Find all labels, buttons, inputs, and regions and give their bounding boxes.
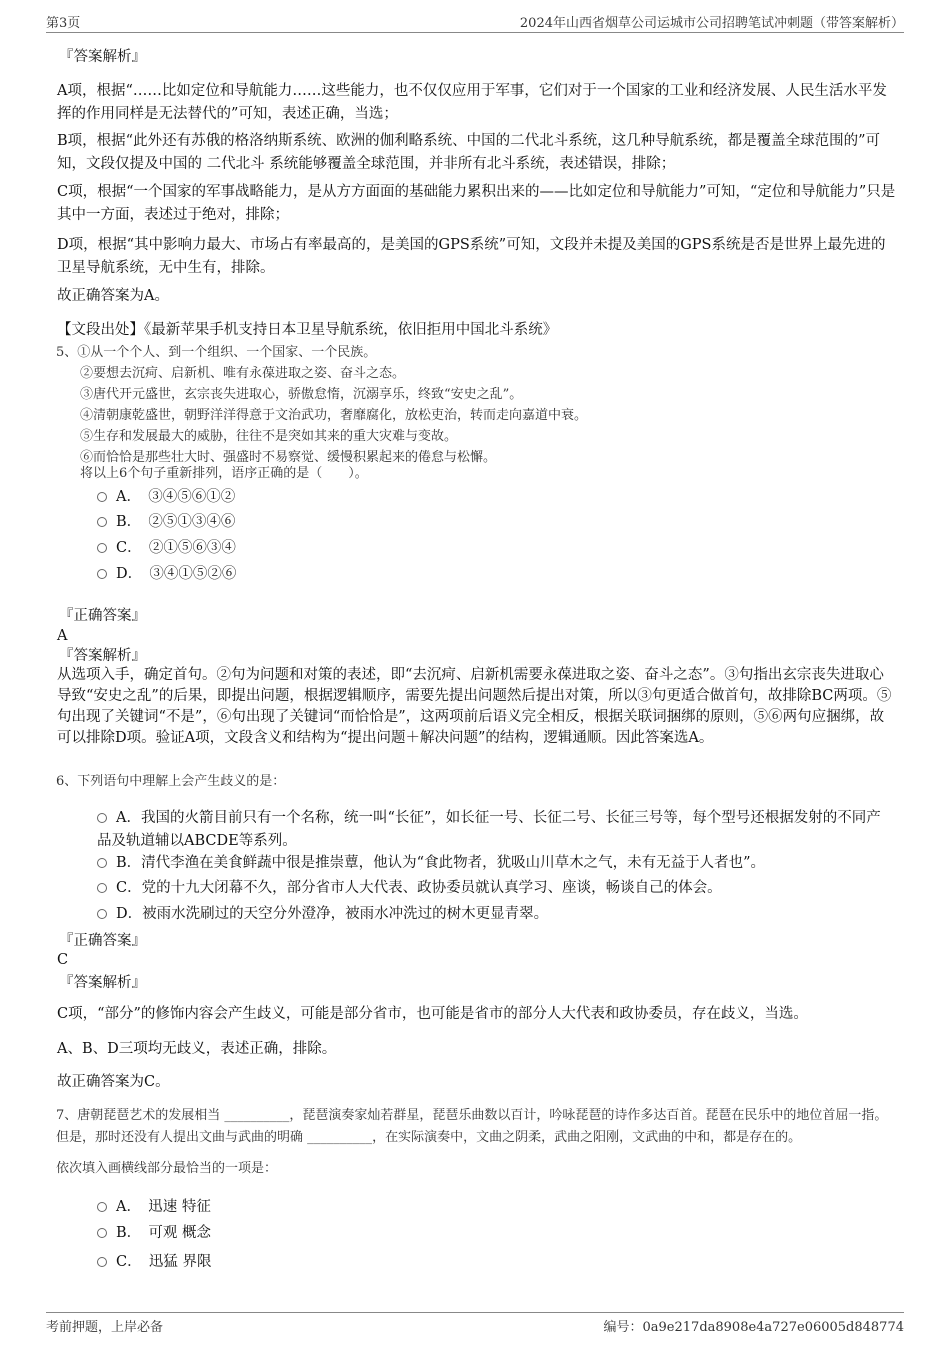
radio-icon[interactable]	[97, 1228, 107, 1238]
page-number: 第3页	[46, 16, 81, 31]
q6-analysis-label: 『答案解析』	[59, 975, 146, 991]
q6-conclusion: 故正确答案为C。	[57, 1074, 170, 1090]
radio-icon[interactable]	[97, 883, 107, 893]
q7-stem: 7、唐朝琵琶艺术的发展相当 __________，琵琶演奏家灿若群星，琵琶乐曲数以百计，吟咏琵琶的诗作多达百首。琵琶在民乐中的地位首屈一指。但是，那时还没有人提出文曲与武曲的明确 __________，在实际演奏中，文曲之阴柔，武曲之阳刚，文武曲的中和，都是存在的。	[56, 1108, 888, 1145]
q5-option-a[interactable]: A． ③④⑤⑥①②	[97, 486, 235, 508]
q7-prompt: 依次填入画横线部分最恰当的一项是：	[56, 1161, 278, 1176]
q5-prompt: 将以上6个句子重新排列，语序正确的是（ ）。	[80, 466, 368, 481]
radio-icon[interactable]	[97, 492, 107, 502]
q4-analysis-c: C项，根据“一个国家的军事战略能力，是从方方面面的基础能力累积出来的——比如定位和导航能力”可知，“定位和导航能力”只是其中一方面，表述过于绝对，排除；	[57, 184, 896, 223]
q5-answer-label: 『正确答案』	[59, 608, 146, 624]
radio-icon[interactable]	[97, 858, 107, 868]
q5-stem: 5、①从一个个人、到一个组织、一个国家、一个民族。	[56, 345, 377, 360]
radio-icon[interactable]	[97, 1257, 107, 1267]
radio-icon[interactable]	[97, 517, 107, 527]
q6-stem: 6、下列语句中理解上会产生歧义的是：	[56, 774, 286, 789]
document-id: 编号：0a9e217da8908e4a727e06005d848774	[603, 1320, 904, 1335]
q5-sentence: ④清朝康乾盛世，朝野洋洋得意于文治武功，奢靡腐化，放松吏治，转而走向嘉道中衰。	[80, 408, 588, 423]
radio-icon[interactable]	[97, 909, 107, 919]
q5-option-d[interactable]: D． ③④①⑤②⑥	[97, 563, 236, 585]
q4-analysis-a: A项，根据“……比如定位和导航能力……这些能力，也不仅仅应用于军事，它们对于一个国家的工业和经济发展、人民生活水平发挥的作用同样是无法替代的”可知，表述正确，当选；	[57, 83, 887, 122]
q6-answer-label: 『正确答案』	[59, 933, 146, 949]
page-header	[46, 12, 904, 33]
q4-analysis-d: D项，根据“其中影响力最大、市场占有率最高的，是美国的GPS系统”可知，文段并未提及美国的GPS系统是否是世界上最先进的卫星导航系统，无中生有，排除。	[57, 237, 886, 276]
page-footer	[46, 1312, 904, 1335]
q7-option-b[interactable]: B． 可观 概念	[97, 1222, 211, 1244]
q5-option-c[interactable]: C． ②①⑤⑥③④	[97, 537, 236, 559]
q5-sentence: ②要想去沉疴、启新机、唯有永葆进取之姿、奋斗之态。	[80, 366, 406, 381]
radio-icon[interactable]	[97, 813, 107, 823]
q6-answer: C	[57, 952, 69, 968]
radio-icon[interactable]	[97, 543, 107, 553]
q6-analysis-1: C项，“部分”的修饰内容会产生歧义，可能是部分省市，也可能是省市的部分人大代表和政协委员，存在歧义，当选。	[57, 1006, 808, 1022]
q6-option-a[interactable]: A．我国的火箭目前只有一个名称，统一叫“长征”，如长征一号、长征二号、长征三号等，每个型号还根据发射的不同产品及轨道辅以ABCDE等系列。	[97, 810, 881, 849]
q5-sentence: ⑥而恰恰是那些壮大时、强盛时不易察觉、缓慢积累起来的倦怠与松懈。	[80, 450, 497, 465]
q5-analysis: 从选项入手，确定首句。②句为问题和对策的表述，即“去沉疴、启新机需要永葆进取之姿、奋斗之态”。③句指出玄宗丧失进取心导致“安史之乱”的后果，即提出问题，根据逻辑顺序，需要先提出问题然后提出对策，所以③句更适合做首句，故排除BC两项。⑤句出现了关键词“不是”，⑥句出现了关键词“而恰恰是”，这两项前后语义完全相反，根据关联词捆绑的原则，⑤⑥两句应捆绑，故可以排除D项。验证A项，文段含义和结构为“提出问题＋解决问题”的结构，逻辑通顺。因此答案选A。	[57, 667, 892, 746]
q5-answer: A	[57, 628, 68, 644]
document-title: 2024年山西省烟草公司运城市公司招聘笔试冲刺题（带答案解析）	[519, 16, 904, 31]
radio-icon[interactable]	[97, 1202, 107, 1212]
q7-option-c[interactable]: C． 迅猛 界限	[97, 1251, 211, 1273]
q6-analysis-2: A、B、D三项均无歧义，表述正确，排除。	[57, 1041, 337, 1057]
radio-icon[interactable]	[97, 569, 107, 579]
q7-option-a[interactable]: A． 迅速 特征	[97, 1196, 211, 1218]
q6-option-c[interactable]: C．党的十九大闭幕不久，部分省市人大代表、政协委员就认真学习、座谈，畅谈自己的体会。	[97, 877, 722, 899]
q5-sentence: ⑤生存和发展最大的威胁，往往不是突如其来的重大灾难与变故。	[80, 429, 458, 444]
q6-option-b[interactable]: B．清代李渔在美食鲜蔬中很是推崇蕈，他认为“食此物者，犹吸山川草木之气，未有无益于人者也”。	[97, 852, 765, 874]
q4-conclusion: 故正确答案为A。	[57, 288, 169, 304]
q5-analysis-label: 『答案解析』	[59, 648, 146, 664]
q4-source: 【文段出处】《最新苹果手机支持日本卫星导航系统，依旧拒用中国北斗系统》	[57, 322, 558, 338]
footer-slogan: 考前押题，上岸必备	[46, 1320, 164, 1335]
q6-option-d[interactable]: D．被雨水洗刷过的天空分外澄净，被雨水冲洗过的树木更显青翠。	[97, 903, 548, 925]
q5-option-b[interactable]: B． ②⑤①③④⑥	[97, 511, 235, 533]
q4-analysis-label: 『答案解析』	[59, 49, 146, 65]
q4-analysis-b: B项，根据“此外还有苏俄的格洛纳斯系统、欧洲的伽利略系统、中国的二代北斗系统，这几种导航系统，都是覆盖全球范围的”可知，文段仅提及中国的 二代北斗 系统能够覆盖全球范围，并非所有北斗系统，表述错误，排除；	[57, 133, 880, 172]
q5-sentence: ③唐代开元盛世，玄宗丧失进取心，骄傲怠惰，沉溺享乐，终致“安史之乱”。	[80, 387, 523, 402]
